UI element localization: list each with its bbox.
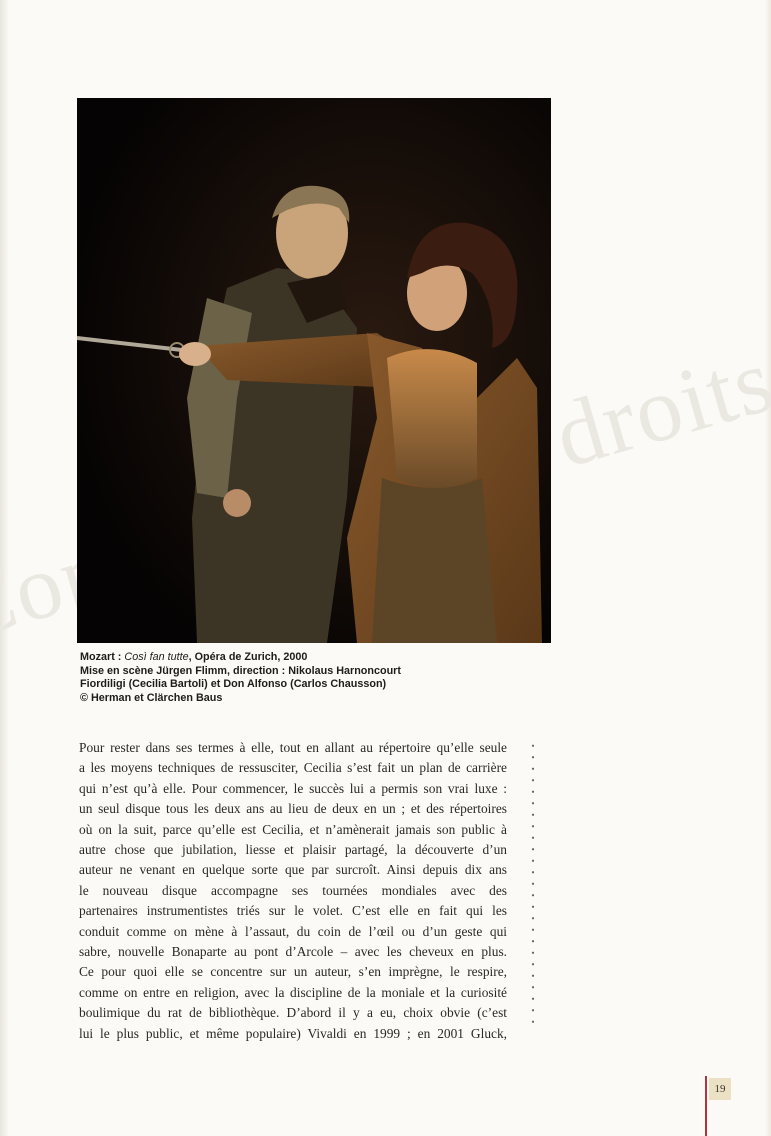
body-line: lui le plus public, et même populaire) Vivaldi en 1999 ; en 2001 Gluck, bbox=[79, 1025, 507, 1041]
article-body bbox=[79, 738, 507, 1044]
body-line: Ce pour quoi elle se concentre sur un auteur, s’en imprègne, le respire, bbox=[79, 964, 507, 980]
photo-caption bbox=[80, 651, 550, 705]
body-line: sabre, nouvelle Bonaparte au pont d’Arcole – avec les cheveux en plus. bbox=[79, 944, 507, 960]
body-line: auteur ne venant en quelque sorte que par surcroît. Ainsi depuis dix ans bbox=[79, 862, 507, 878]
stage-photo bbox=[77, 98, 551, 643]
dotted-divider bbox=[530, 740, 536, 1032]
caption-line-3: Fiordiligi (Cecilia Bartoli) et Don Alfonso (Carlos Chausson) bbox=[80, 678, 387, 691]
body-line: où on la suit, parce qu’elle est Cecilia, et n’amènerait jamais son public à bbox=[79, 821, 507, 837]
caption-opera-title: Così fan tutte bbox=[124, 651, 189, 663]
body-line: conduit comme on mène à l’assaut, du coin de l’œil ou d’un geste qui bbox=[79, 923, 507, 939]
body-line: le nouveau disque accompagne ses tournées mondiales avec des bbox=[79, 882, 507, 898]
caption-line-4: © Herman et Clärchen Baus bbox=[80, 691, 223, 704]
caption-composer: Mozart : bbox=[80, 651, 125, 663]
body-line: Pour rester dans ses termes à elle, tout en allant au répertoire qu’elle seule bbox=[79, 740, 507, 755]
body-line: qui n’est qu’à elle. Pour commencer, le succès lui a permis son vrai luxe : bbox=[79, 780, 507, 796]
copyright-watermark: droits bbox=[543, 327, 771, 488]
body-line: comme on entre en religion, avec la discipline de la moniale et la curiosité bbox=[79, 984, 507, 1000]
page-left-edge bbox=[0, 0, 9, 1136]
body-line: a les moyens techniques de ressusciter, Cecilia s’est fait un plan de carrière bbox=[79, 760, 507, 776]
body-line: un seul disque tous les deux ans au lieu de deux en un ; et des répertoires bbox=[79, 801, 507, 817]
page-right-edge bbox=[765, 0, 771, 1136]
caption-venue: , Opéra de Zurich, 2000 bbox=[188, 651, 308, 663]
page-number: 19 bbox=[709, 1078, 731, 1100]
caption-line-2: Mise en scène Jürgen Flimm, direction : Nikolaus Harnoncourt bbox=[80, 664, 401, 677]
caption-line-1 bbox=[80, 651, 550, 665]
body-line: partenaires instrumentistes triés sur le volet. C’est elle en fait qui les bbox=[79, 903, 507, 919]
stage-photo-illustration bbox=[77, 98, 551, 643]
body-line: boulimique du rat de bibliothèque. D’abord il y a eu, choix obvie (c’est bbox=[79, 1005, 507, 1021]
body-line: autre chose que jubilation, liesse et plaisir partagé, la découverte d’un bbox=[79, 842, 507, 858]
page-number-rule bbox=[705, 1076, 707, 1136]
